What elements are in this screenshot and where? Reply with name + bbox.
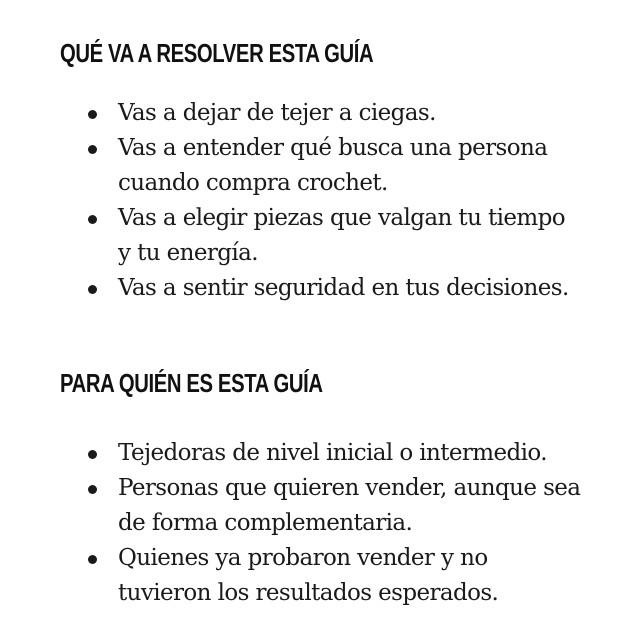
list-item-text: Vas a entender qué busca una persona cuando compra crochet. [118,135,548,196]
list-item [0,201,640,271]
bullet-icon [88,215,97,224]
list-item [0,131,640,201]
section-title-who-it-is-for: PARA QUIÉN ES ESTA GUÍA [60,368,323,398]
list-item [0,271,640,306]
bullet-icon [88,555,97,564]
section-title-what-it-solves: QUÉ VA A RESOLVER ESTA GUÍA [60,38,374,68]
bullet-list-what-it-solves [0,96,640,306]
list-item [0,96,640,131]
list-item-text: Vas a sentir seguridad en tus decisiones. [118,275,569,301]
list-item-text: Vas a dejar de tejer a ciegas. [118,100,436,126]
list-item-text: Tejedoras de nivel inicial o intermedio. [118,440,547,466]
list-item [0,436,640,471]
bullet-icon [88,285,97,294]
bullet-icon [88,450,97,459]
list-item [0,471,640,541]
bullet-icon [88,485,97,494]
bullet-icon [88,110,97,119]
list-item-text: Vas a elegir piezas que valgan tu tiempo y tu energía. [118,205,565,266]
list-item-text: Personas que quieren vender, aunque sea de forma complementaria. [118,475,581,536]
list-item-text: Quienes ya probaron vender y no tuvieron los resultados esperados. [118,545,499,606]
bullet-icon [88,145,97,154]
bullet-list-who-it-is-for [0,436,640,611]
list-item [0,541,640,611]
